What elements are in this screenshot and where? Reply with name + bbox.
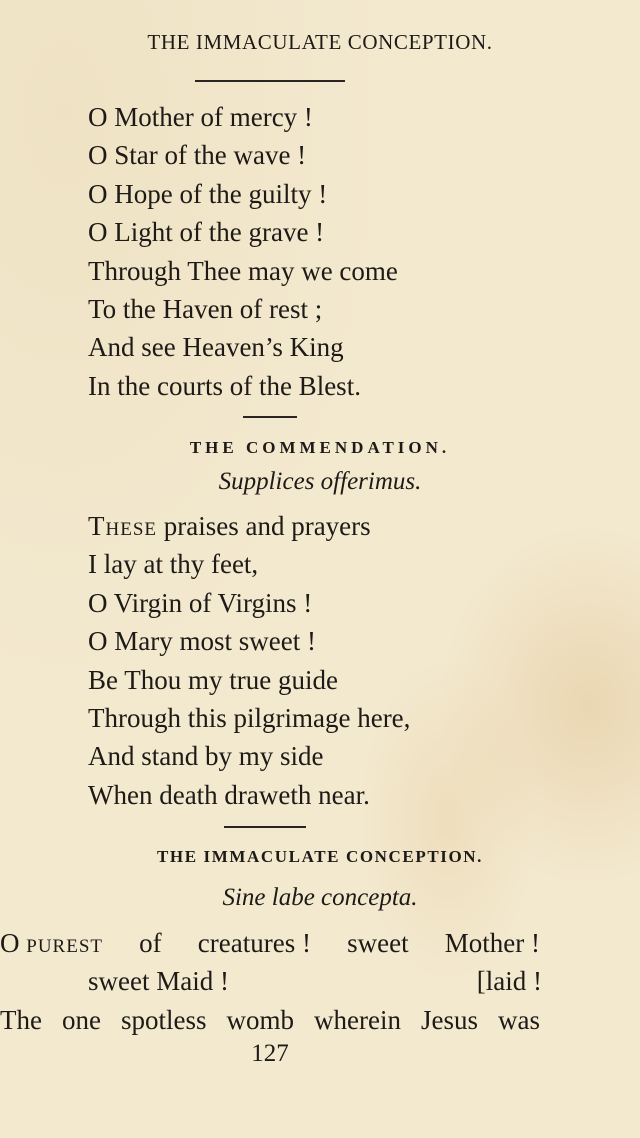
prose-line bbox=[0, 1005, 540, 1036]
prose-word: of bbox=[139, 928, 162, 958]
prose-word: sweet bbox=[347, 928, 409, 958]
verse-line-rest: praises and prayers bbox=[157, 511, 371, 541]
verse-line: When death draweth near. bbox=[88, 779, 370, 810]
prose-word: The bbox=[0, 1005, 42, 1035]
prose-word: womb bbox=[226, 1005, 294, 1035]
verse-line: And see Heaven’s King bbox=[88, 332, 344, 363]
prose-word: wherein bbox=[313, 1005, 401, 1035]
hymn-verse-commendation bbox=[88, 507, 410, 814]
section-title-immaculate: THE IMMACULATE CONCEPTION. bbox=[156, 847, 484, 866]
verse-line: Be Thou my true guide bbox=[88, 664, 338, 695]
verse-line: I lay at thy feet, bbox=[88, 549, 259, 580]
latin-subtitle: Sine labe concepta. bbox=[222, 884, 418, 911]
prose-word: was bbox=[497, 1005, 540, 1035]
verse-line-first bbox=[88, 507, 410, 545]
prose-phrase: sweet Maid ! bbox=[88, 966, 229, 996]
verse-line: O Light of the grave ! bbox=[88, 217, 325, 248]
divider-rule bbox=[243, 416, 297, 418]
prose-word: creatures ! bbox=[197, 928, 311, 958]
divider-rule bbox=[224, 826, 306, 828]
prose-line bbox=[0, 928, 540, 959]
prose-word: Mother ! bbox=[444, 928, 540, 958]
page-number: 127 bbox=[251, 1040, 289, 1067]
running-head: THE IMMACULATE CONCEPTION. bbox=[147, 30, 493, 54]
divider-rule bbox=[195, 80, 345, 82]
prose-line bbox=[88, 966, 542, 997]
verse-line: O Virgin of Virgins ! bbox=[88, 587, 313, 618]
verse-line: To the Haven of rest ; bbox=[88, 294, 323, 325]
verse-line: In the courts of the Blest. bbox=[88, 370, 361, 401]
prose-word: Jesus bbox=[420, 1005, 478, 1035]
verse-line: O Mother of mercy ! bbox=[88, 102, 313, 132]
prose-phrase-turnover: [laid ! bbox=[476, 966, 542, 996]
prose-word: one bbox=[61, 1005, 101, 1035]
verse-line: Through this pilgrimage here, bbox=[88, 703, 411, 734]
prose-word-group bbox=[0, 928, 103, 959]
verse-line: O Hope of the guilty ! bbox=[88, 178, 328, 209]
verse-line: O Star of the wave ! bbox=[88, 140, 307, 171]
verse-line: And stand by my side bbox=[88, 741, 324, 772]
smallcaps-word: purest bbox=[26, 928, 103, 958]
hymn-verse-mother-of-mercy bbox=[88, 98, 398, 405]
prose-word: O bbox=[0, 928, 20, 958]
verse-line: O Mary most sweet ! bbox=[88, 626, 316, 657]
latin-subtitle: Supplices offerimus. bbox=[218, 468, 422, 495]
prose-word: spotless bbox=[120, 1005, 207, 1035]
dropcap-word: These bbox=[88, 511, 157, 541]
verse-line: Through Thee may we come bbox=[88, 255, 398, 286]
section-title-commendation: THE COMMENDATION. bbox=[189, 438, 451, 457]
